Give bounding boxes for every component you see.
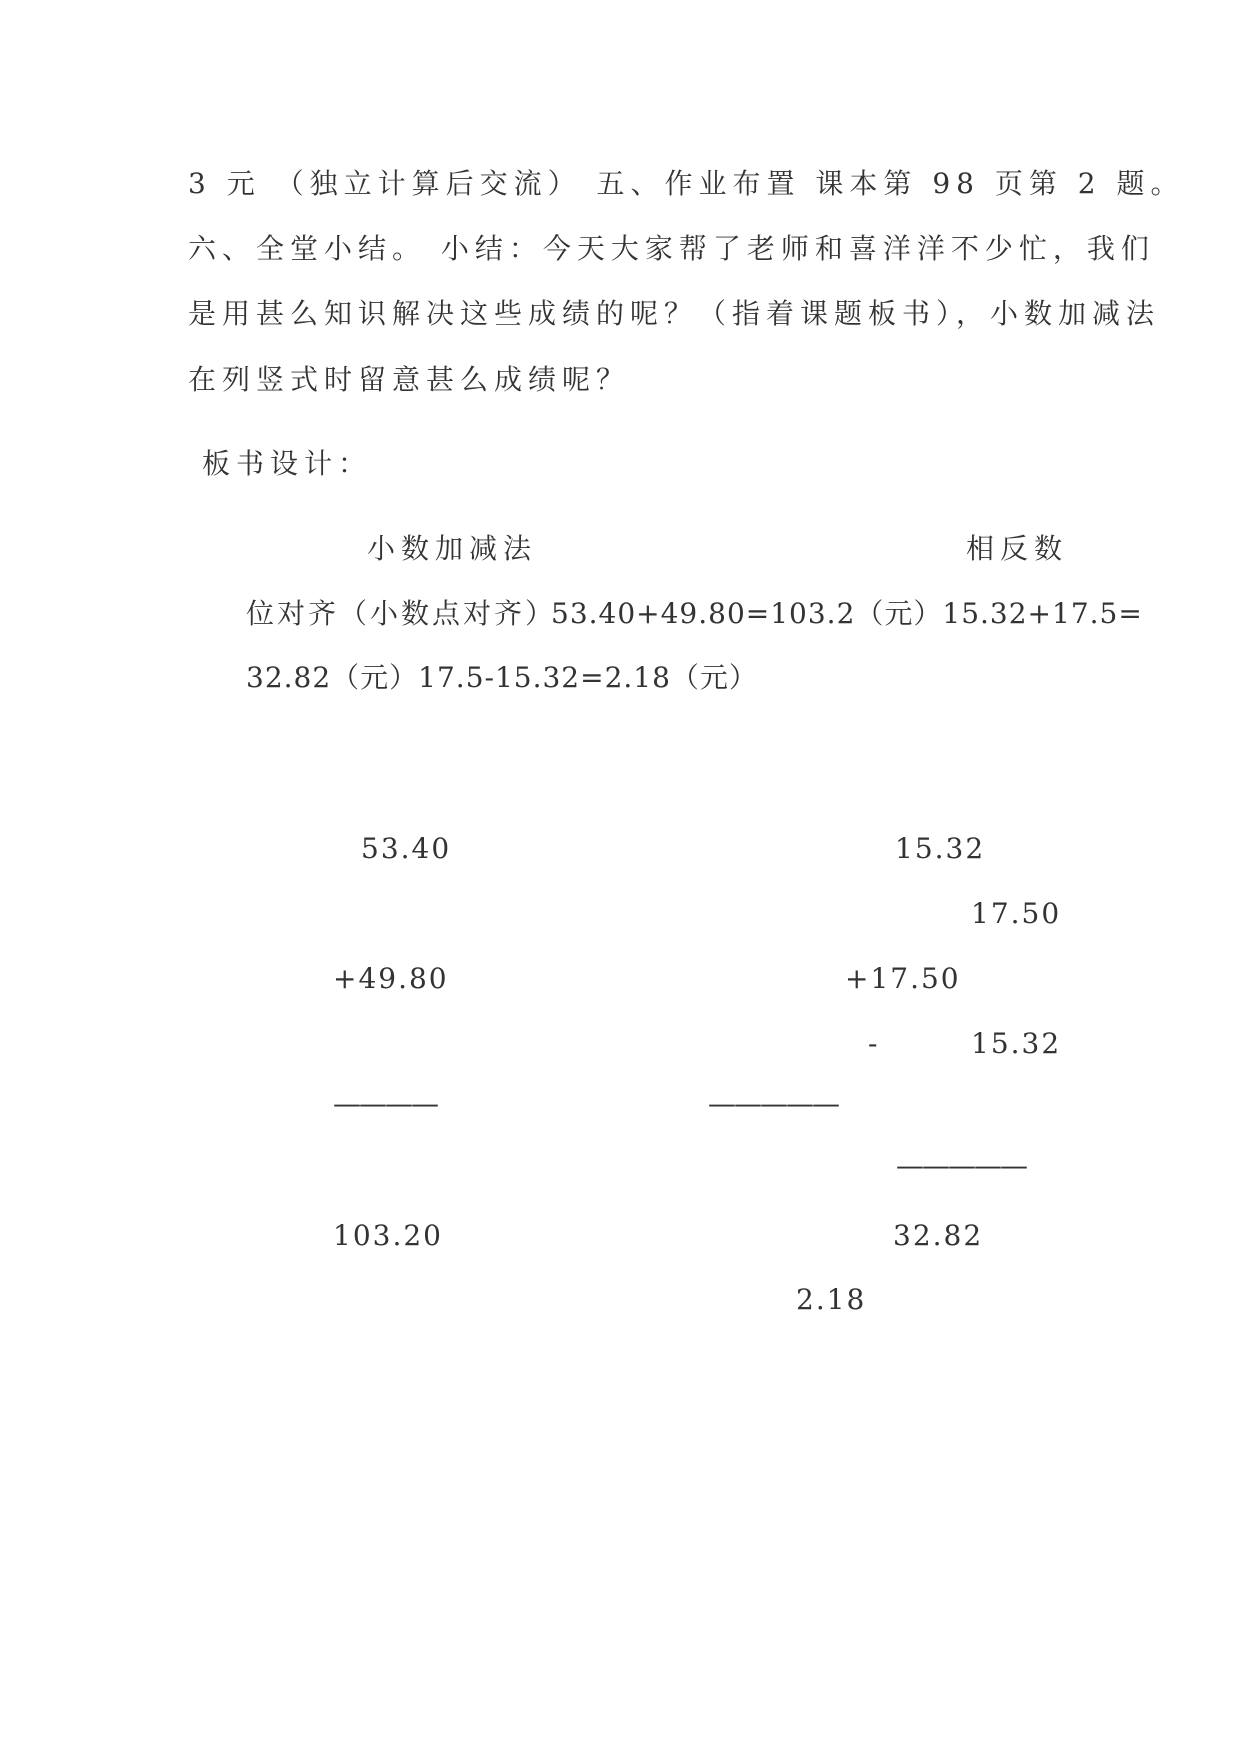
paragraph-line-4: 在列竖式时留意甚么成绩呢？ <box>188 363 631 396</box>
board-heading: 板书设计： <box>202 447 373 480</box>
addend-top: 53.40 <box>361 832 452 865</box>
sum-result: 32.82 <box>893 1219 984 1252</box>
paragraph-line-2: 六、全堂小结。 小结：今天大家帮了老师和喜洋洋不少忙，我们 <box>188 232 1155 265</box>
board-rule-line: 位对齐（小数点对齐） <box>246 597 557 630</box>
board-equation-1: 53.40+49.80=103.2（元）15.32+17.5= <box>551 597 1143 630</box>
sum-rule: ———— <box>333 1087 437 1120</box>
minuend: 17.50 <box>971 897 1062 930</box>
subtrahend: 15.32 <box>971 1027 1062 1060</box>
paragraph-line-1: 3 元 （独立计算后交流） 五、作业布置 课本第 98 页第 2 题。 <box>188 167 1185 200</box>
board-title-left: 小数加减法 <box>367 532 538 565</box>
minus-sign: - <box>868 1027 880 1060</box>
paragraph-line-3: 是用甚么知识解决这些成绩的呢？（指着课题板书），小数加减法 <box>188 297 1161 330</box>
sum-rule: ————— <box>708 1087 838 1120</box>
sum-result: 103.20 <box>333 1219 443 1252</box>
difference-rule: ————— <box>896 1149 1026 1182</box>
addend-bottom: +17.50 <box>845 962 961 995</box>
board-title-right: 相反数 <box>966 532 1069 565</box>
board-equation-2: 32.82（元）17.5-15.32=2.18（元） <box>246 661 758 694</box>
addend-top: 15.32 <box>895 832 986 865</box>
addend-bottom: +49.80 <box>333 962 449 995</box>
difference-result: 2.18 <box>796 1283 867 1316</box>
